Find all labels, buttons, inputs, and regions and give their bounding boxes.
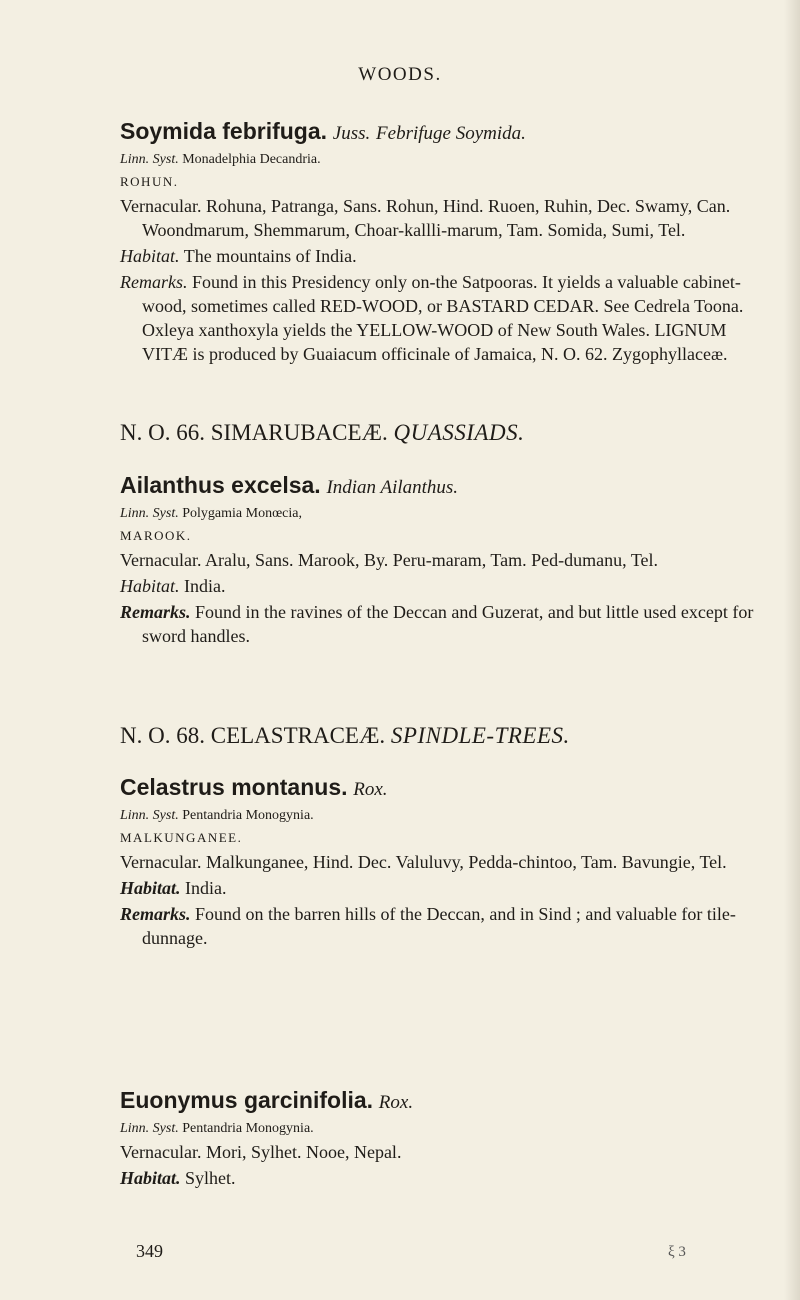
native-name: ROHUN. xyxy=(120,174,179,189)
species-heading xyxy=(120,470,760,503)
order-heading-66: N. O. 66. SIMARUBACEÆ. QUASSIADS. xyxy=(120,420,525,445)
species-author: Juss. xyxy=(332,123,371,144)
species-author: Rox. xyxy=(378,1092,414,1113)
species-heading xyxy=(120,772,760,805)
species-entry-celastrus xyxy=(120,772,760,950)
linnaean-system: Linn. Syst. Monadelphia Decandria. xyxy=(120,152,321,167)
page-number: 349 xyxy=(136,1241,163,1261)
vernacular-line: Vernacular. Malkunganee, Hind. Dec. Valuluvy, Pedda-chintoo, Tam. Bavungie, Tel. xyxy=(120,852,727,872)
habitat-line: Habitat. India. xyxy=(120,878,227,898)
vernacular-line: Vernacular. Aralu, Sans. Marook, By. Peru-maram, Tam. Ped-dumanu, Tel. xyxy=(120,550,659,570)
species-name: Euonymus garcinifolia. xyxy=(120,1087,374,1113)
native-name: MALKUNGANEE. xyxy=(120,830,243,845)
species-name: Celastrus montanus. xyxy=(120,774,348,800)
species-entry-ailanthus xyxy=(120,470,760,648)
species-common-name: Indian Ailanthus. xyxy=(326,477,459,498)
vernacular-line: Vernacular. Rohuna, Patranga, Sans. Rohun, Hind. Ruoen, Ruhin, Dec. Swamy, Can. Woondmarum, Shemmarum, Choar-kallli-marum, Tam. Somida, Sumi, Tel. xyxy=(120,196,731,240)
habitat-line: Habitat. India. xyxy=(120,576,226,596)
species-name: Soymida febrifuga. xyxy=(120,118,328,144)
page-edge-shadow xyxy=(784,0,800,1300)
vernacular-line: Vernacular. Mori, Sylhet. Nooe, Nepal. xyxy=(120,1142,402,1162)
linnaean-system: Linn. Syst. Pentandria Monogynia. xyxy=(120,808,314,823)
habitat-line: Habitat. The mountains of India. xyxy=(120,246,357,266)
vernacular-text: Rohuna, Patranga, Sans. Rohun, Hind. Ruoen, Ruhin, Dec. Swamy, Can. Woondmarum, Shemmarum, Choar-kallli-marum, Tam. Somida, Sumi, Tel. xyxy=(142,196,731,240)
linnaean-system: Linn. Syst. Pentandria Monogynia. xyxy=(120,1121,314,1136)
species-common-name: Febrifuge Soymida. xyxy=(376,123,526,144)
linnaean-system: Linn. Syst. Polygamia Monœcia, xyxy=(120,506,302,521)
species-heading xyxy=(120,1085,760,1118)
remarks-line: Remarks. Found on the barren hills of the Deccan, and in Sind ; and valuable for tile-dunnage. xyxy=(120,904,736,948)
remarks-line: Remarks. Found in the ravines of the Deccan and Guzerat, and but little used except for sword handles. xyxy=(120,602,754,646)
species-entry-euonymus xyxy=(120,1085,760,1190)
order-heading-68: N. O. 68. CELASTRACEÆ. SPINDLE-TREES. xyxy=(120,723,570,748)
species-entry-soymida xyxy=(120,116,760,366)
species-author: Rox. xyxy=(353,779,388,800)
remarks-line: Remarks. Found in this Presidency only on-the Satpooras. It yields a valuable cabinet-wood, sometimes called RED-WOOD, or BASTARD CEDAR. See Cedrela Toona. Oxleya xanthoxyla yields the YELLOW-WOOD of New South Wales. LIGNUM VITÆ is produced by Guaiacum officinale of Jamaica, N. O. 62. Zygophyllaceæ. xyxy=(120,272,744,364)
running-head: WOODS. xyxy=(358,64,442,85)
species-heading xyxy=(120,116,760,149)
species-name: Ailanthus excelsa. xyxy=(120,472,321,498)
native-name: MAROOK. xyxy=(120,528,192,543)
habitat-line: Habitat. Sylhet. xyxy=(120,1168,236,1188)
signature-mark: ξ 3 xyxy=(668,1244,686,1260)
